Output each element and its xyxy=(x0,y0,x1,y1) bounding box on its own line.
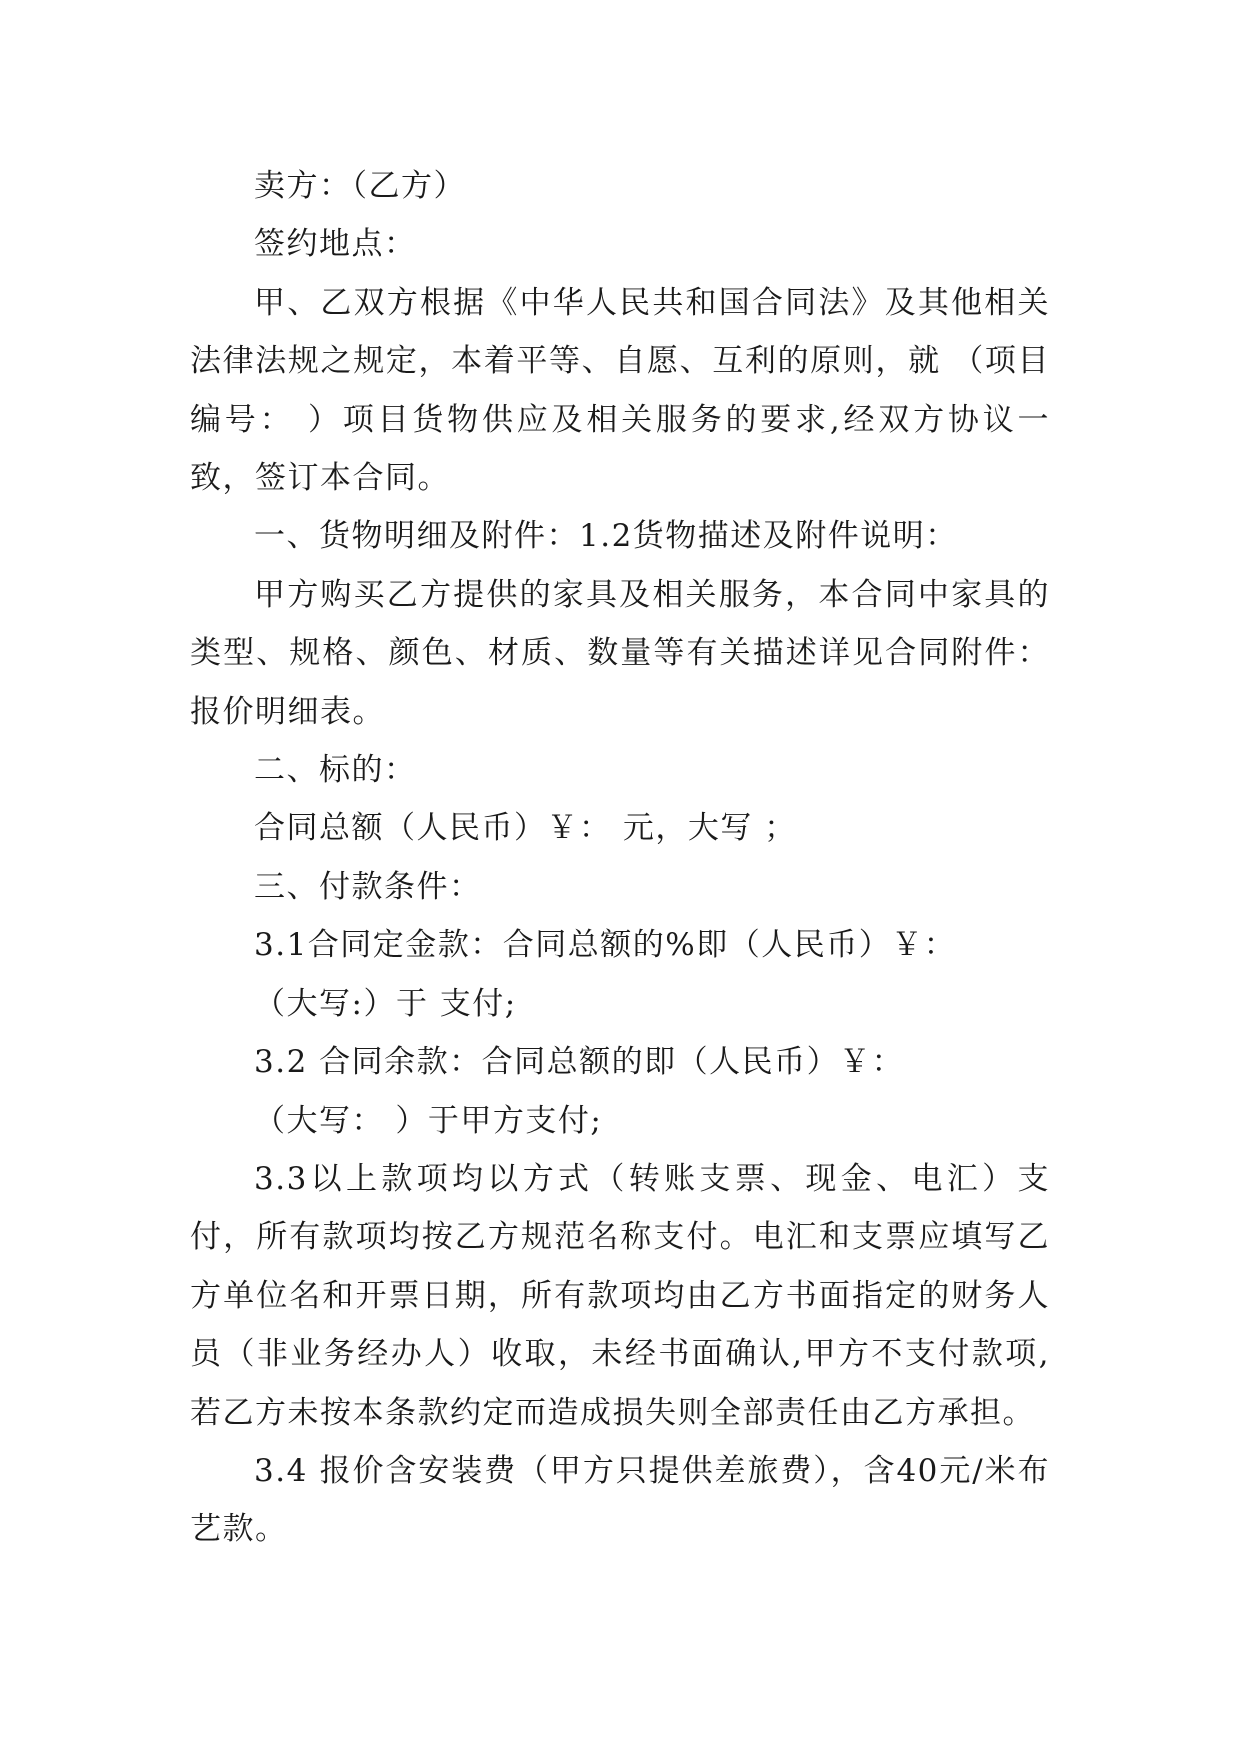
clause-3-2-amount-in-words: （大写： ）于甲方支付; xyxy=(254,1102,603,1139)
goods-description-paragraph: 甲方购买乙方提供的家具及相关服务，本合同中家具的类型、规格、颜色、材质、数量等有关描述详见合同附件：报价明细表。 xyxy=(190,576,1050,730)
clause-3-2: 3.2 合同余款：合同总额的即（人民币）￥： xyxy=(254,1044,905,1081)
contract-total-line: 合同总额（人民币）￥： 元，大写 ； xyxy=(254,810,797,847)
clause-3-4: 3.4 报价含安装费（甲方只提供差旅费），含40元/米布艺款。 xyxy=(190,1452,1050,1548)
document-body xyxy=(190,157,1050,1559)
clause-3-3: 3.3以上款项均以方式（转账支票、现金、电汇）支付，所有款项均按乙方规范名称支付。电汇和支票应填写乙方单位名和开票日期，所有款项均由乙方书面指定的财务人员（非业务经办人）收取，未经书面确认,甲方不支付款项,若乙方未按本条款约定而造成损失则全部责任由乙方承担。 xyxy=(190,1160,1050,1431)
clause-3-1: 3.1合同定金款：合同总额的%即（人民币）￥： xyxy=(254,927,957,964)
section-1-heading: 一、货物明细及附件：1.2货物描述及附件说明： xyxy=(254,518,958,555)
seller-line: 卖方：（乙方） xyxy=(254,168,466,204)
section-2-heading: 二、标的： xyxy=(254,752,417,789)
signing-location-line: 签约地点： xyxy=(254,226,417,263)
preamble-paragraph: 甲、乙双方根据《中华人民共和国合同法》及其他相关法律法规之规定，本着平等、自愿、互利的原则，就 （项目编号： ）项目货物供应及相关服务的要求,经双方协议一致，签订本合同。 xyxy=(190,284,1050,497)
clause-3-1-amount-in-words: （大写:）于 支付; xyxy=(254,985,517,1022)
section-3-heading: 三、付款条件： xyxy=(254,868,482,905)
